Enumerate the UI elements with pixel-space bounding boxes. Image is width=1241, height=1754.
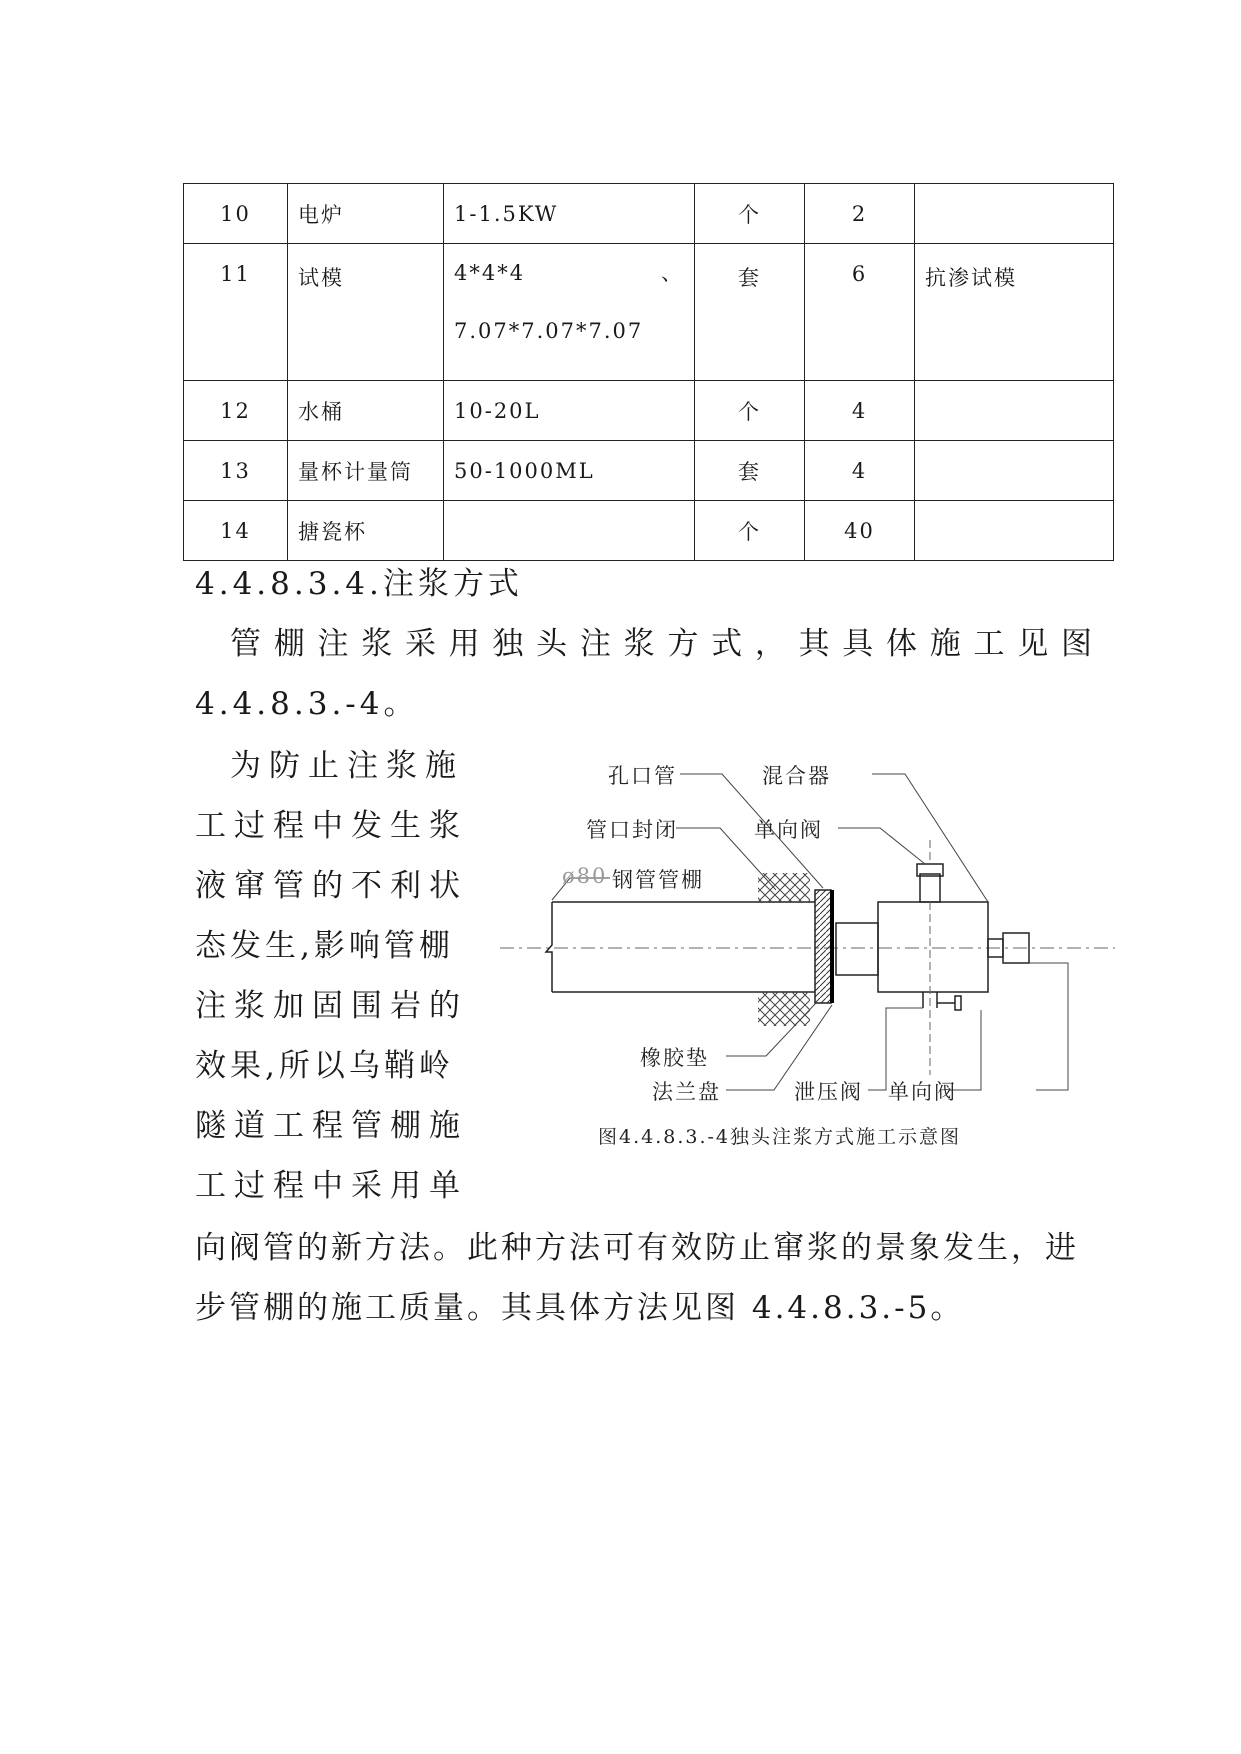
row-number: 14	[184, 501, 288, 561]
item-unit: 套	[695, 244, 805, 381]
section-heading: 4.4.8.3.4.注浆方式	[195, 566, 523, 602]
item-spec: 1-1.5KW	[444, 184, 695, 244]
label-orifice-pipe: 孔口管	[608, 764, 677, 788]
paragraph-1-line-1	[230, 618, 1092, 663]
label-rubber-pad: 橡胶垫	[640, 1046, 709, 1070]
paragraph-1-char: 注	[317, 626, 349, 662]
item-spec: 10-20L	[444, 381, 695, 441]
mixer-body	[878, 902, 988, 992]
label-check-valve-top: 单向阀	[754, 818, 823, 842]
paragraph-1-char: 用	[448, 626, 480, 662]
paragraph-1-char: ，	[754, 626, 786, 662]
spec-separator: 、	[661, 261, 684, 285]
spec-line-1: 4*4*4	[454, 261, 526, 285]
paragraph-1-char: 独	[492, 626, 524, 662]
item-name: 水桶	[288, 381, 444, 441]
item-name: 量杯计量筒	[288, 441, 444, 501]
paragraph-1-char: 浆	[361, 626, 393, 662]
paragraph-2-line: 工过程中发生浆	[195, 808, 468, 844]
item-note	[915, 184, 1114, 244]
table-row	[184, 184, 1114, 244]
flange	[815, 890, 831, 1003]
paragraph-1-char: 头	[536, 626, 568, 662]
paragraph-2-line: 效果,所以乌鞘岭	[195, 1048, 454, 1084]
paragraph-1-char: 工	[973, 626, 1005, 662]
row-number: 11	[184, 244, 288, 381]
paragraph-1-char: 具	[842, 626, 874, 662]
label-mixer: 混合器	[762, 764, 831, 788]
paragraph-1-char: 见	[1017, 626, 1049, 662]
paragraph-2-line: 为防止注浆施	[230, 748, 464, 784]
steel-pipe	[546, 902, 815, 992]
paragraph-2-line: 工过程中采用单	[195, 1168, 468, 1204]
label-check-valve-bottom: 单向阀	[888, 1080, 957, 1104]
equipment-table	[183, 183, 1114, 561]
paragraph-1-char: 管	[230, 626, 261, 662]
paragraph-2-line: 隧道工程管棚施	[195, 1108, 468, 1144]
item-qty: 4	[805, 381, 915, 441]
paragraph-3-line: 向阀管的新方法。此种方法可有效防止窜浆的景象发生，进	[195, 1230, 1079, 1266]
paragraph-1-char: 方	[667, 626, 699, 662]
paragraph-1-char: 其	[798, 626, 830, 662]
schematic-drawing	[490, 740, 1130, 1120]
label-pipe-diameter: ø80	[562, 864, 608, 888]
item-name: 搪瓷杯	[288, 501, 444, 561]
row-number: 10	[184, 184, 288, 244]
paragraph-1-char: 棚	[273, 626, 305, 662]
paragraph-1-char: 式	[711, 626, 743, 662]
paragraph-1-line-2: 4.4.8.3.-4。	[195, 686, 419, 722]
figure-caption: 图4.4.8.3.-4独头注浆方式施工示意图	[598, 1126, 962, 1148]
paragraph-1-char: 施	[929, 626, 961, 662]
spec-line-2: 7.07*7.07*7.07	[454, 319, 644, 343]
table-row	[184, 244, 1114, 381]
paragraph-2-line: 液窜管的不利状	[195, 868, 468, 904]
item-qty: 40	[805, 501, 915, 561]
label-flange: 法兰盘	[652, 1080, 721, 1104]
paragraph-2-line: 注浆加固围岩的	[195, 988, 468, 1024]
paragraph-1-char: 浆	[623, 626, 655, 662]
label-steel-pipe-shed: 钢管管棚	[612, 868, 704, 892]
item-spec: 50-1000ML	[444, 441, 695, 501]
paragraph-1-char: 采	[404, 626, 436, 662]
item-name: 试模	[288, 244, 444, 381]
item-name: 电炉	[288, 184, 444, 244]
item-qty: 6	[805, 244, 915, 381]
paragraph-2-line: 态发生,影响管棚	[195, 928, 454, 964]
paragraph-1-char: 体	[886, 626, 918, 662]
label-pressure-release-valve: 泄压阀	[794, 1080, 863, 1104]
paragraph-1-char: 注	[579, 626, 611, 662]
top-check-valve	[917, 840, 943, 902]
row-number: 12	[184, 381, 288, 441]
paragraph-3-line: 步管棚的施工质量。其具体方法见图 4.4.8.3.-5。	[195, 1290, 965, 1326]
table-row	[184, 441, 1114, 501]
pressure-release-valve	[923, 992, 961, 1010]
item-unit: 个	[695, 184, 805, 244]
table-row	[184, 381, 1114, 441]
item-note	[915, 381, 1114, 441]
row-number: 13	[184, 441, 288, 501]
paragraph-1-char: 图	[1060, 626, 1092, 662]
connector	[836, 923, 878, 975]
item-spec	[444, 244, 695, 381]
item-unit: 套	[695, 441, 805, 501]
item-note: 抗渗试模	[915, 244, 1114, 381]
seal-top	[758, 873, 810, 902]
item-qty: 2	[805, 184, 915, 244]
label-pipe-mouth-seal: 管口封闭	[586, 818, 678, 842]
item-unit: 个	[695, 381, 805, 441]
table-row	[184, 501, 1114, 561]
item-unit: 个	[695, 501, 805, 561]
item-spec	[444, 501, 695, 561]
item-note	[915, 501, 1114, 561]
item-note	[915, 441, 1114, 501]
item-qty: 4	[805, 441, 915, 501]
seal-bottom	[758, 992, 810, 1026]
grouting-schematic-figure	[490, 740, 1130, 1150]
